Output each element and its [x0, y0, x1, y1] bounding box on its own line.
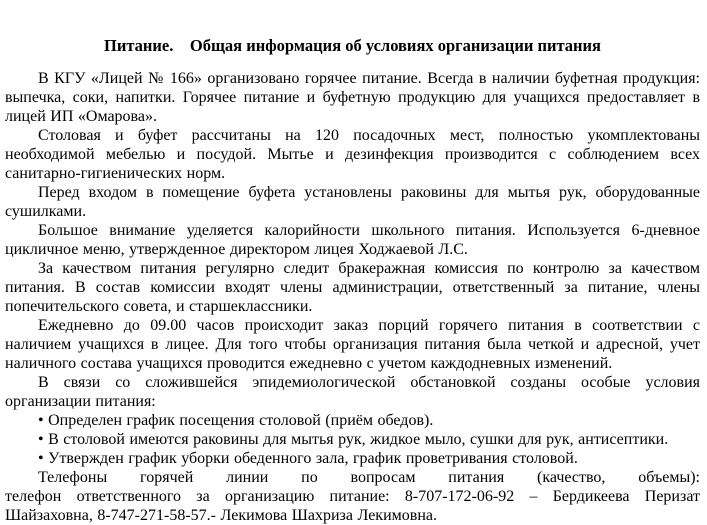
- list-item-hygiene-supplies: • В столовой имеются раковины для мытья рук, жидкое мыло, сушки для рук, антисептики.: [38, 431, 669, 448]
- paragraph-entrance-sinks: Перед входом в помещение буфета установлены раковины для мытья рук, оборудованные сушилками.: [5, 184, 700, 220]
- paragraph-canteen-capacity: Столовая и буфет рассчитаны на 120 посадочных мест, полностью укомплектованы необходимой мебелью и посудой. Мытье и дезинфекция производится с соблюдением всех санитарно-гигиенических норм.: [5, 127, 700, 182]
- special-conditions-list: [5, 411, 700, 468]
- paragraph-hotline-intro: Телефоны горячей линии по вопросам питания (качество, объемы):: [38, 469, 700, 486]
- paragraph-hot-meals: В КГУ «Лицей № 166» организовано горячее питание. Всегда в наличии буфетная продукция: выпечка, соки, напитки. Горячее питание и буфетную продукцию для учащихся предоставляет в лицей ИП «Омарова».: [5, 70, 700, 125]
- page-title: Питание. Общая информация об условиях организации питания: [104, 36, 601, 55]
- paragraph-daily-orders: Ежедневно до 09.00 часов происходит заказ порций горячего питания в соответствии с наличием учащихся в лицее. Для того чтобы организация питания была четкой и адресной, учет наличного состава учащихся проводится ежедневно с учетом каждодневных изменений.: [5, 317, 700, 372]
- paragraph-hotline-contacts: телефон ответственного за организацию питание: 8-707-172-06-92 – Бердикеева Перизат Шайзаховна, 8-747-271-58-57.- Лекимова Шахриза Лекимовна.: [5, 488, 700, 524]
- paragraph-epidemic-conditions: В связи со сложившейся эпидемиологической обстановкой созданы особые условия организации питания:: [5, 374, 700, 410]
- list-item-cleaning-schedule: • Утвержден график уборки обеденного зала, график проветривания столовой.: [38, 450, 578, 467]
- paragraph-quality-commission: За качеством питания регулярно следит бракеражная комиссия по контролю за качеством питания. В состав комиссии входят члены администрации, ответственный за питание, члены попечительского совета, и старшеклассники.: [5, 260, 700, 315]
- paragraph-cyclic-menu: Большое внимание уделяется калорийности школьного питания. Используется 6-дневное цикличное меню, утвержденное директором лицея Ходжаевой Л.С.: [5, 222, 700, 258]
- list-item-visit-schedule: • Определен график посещения столовой (приём обедов).: [38, 412, 434, 429]
